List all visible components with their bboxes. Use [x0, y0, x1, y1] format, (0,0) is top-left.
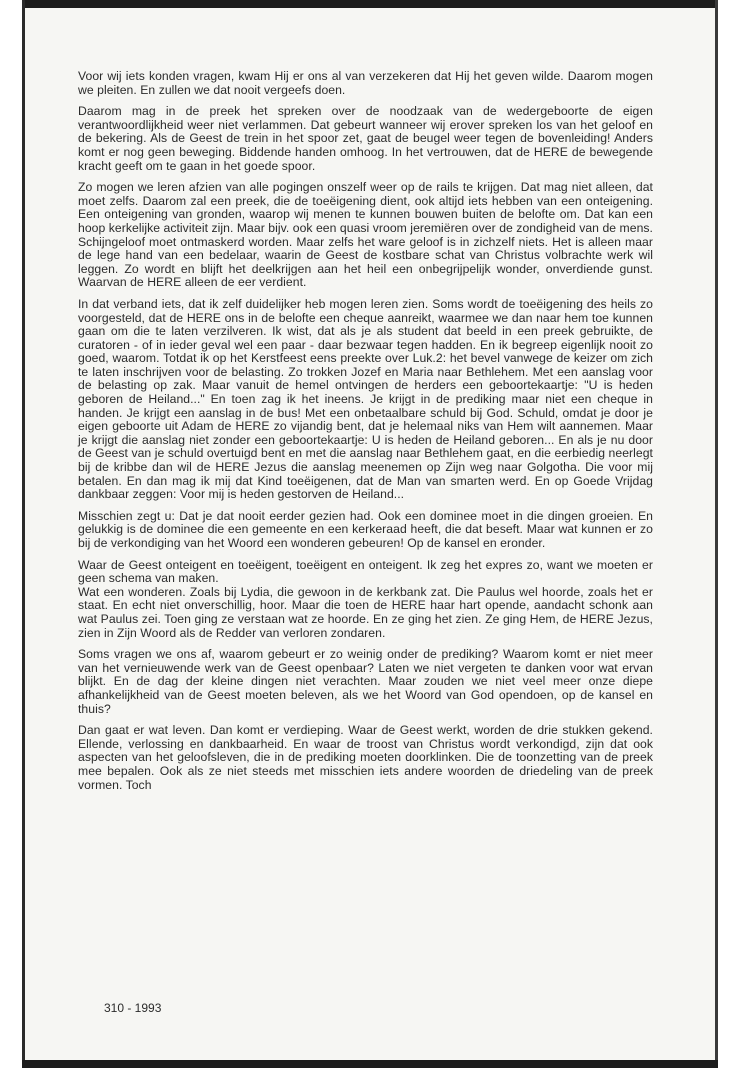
paragraph-4: In dat verband iets, dat ik zelf duidelijker heb mogen leren zien. Soms wordt de toeëigening des heils zo voorgesteld, dat de HERE ons in de belofte een cheque aanreikt, waarmee we dan naar hem toe kunnen gaan om die te laten verzilveren. Ik wist, dat als je als student dat beeld in een preek gebruikte, de curatoren - of in ieder geval wel een paar - daar bezwaar tegen hadden. En ik begreep eigenlijk nooit zo goed, waarom. Totdat ik op het Kerstfeest eens preekte over Luk.2: het bevel vanwege de keizer om zich te laten inschrijven voor de belasting. Zo trokken Jozef en Maria naar Bethlehem. Met een aanslag voor de belasting op zak. Maar vanuit de hemel ontvingen de herders een geboortekaartje: "U is heden geboren de Heiland..." En toen zag ik het ineens. Je krijgt in de prediking maar niet een cheque in handen. Je krijgt een aanslag in de bus! Met een onbetaalbare schuld bij God. Schuld, omdat je door je eigen geboorte uit Adam de HERE zo vijandig bent, dat je helemaal niks van Hem wilt aannemen. Maar je krijgt die aanslag niet zonder een geboortekaartje: U is heden de Heiland geboren... En als je nu door de Geest van je schuld overtuigd bent en met die aanslag naar Bethlehem gaat, en die eerbiedig neerlegt bij de kribbe dan wil de HERE Jezus die aanslag meenemen op Zijn weg naar Golgotha. Die voor mij betalen. En dan mag ik mij dat Kind toeëigenen, dat de Man van smarten werd. En op Goede Vrijdag dankbaar zeggen: Voor mij is heden gestorven de Heiland... — [78, 296, 653, 502]
paragraph-8: Soms vragen we ons af, waarom gebeurt er zo weinig onder de prediking? Waarom komt er niet meer van het vernieuwende werk van de Geest openbaar? Laten we niet vergeten te danken voor wat ervan blijkt. En de dag der kleine dingen niet verachten. Maar zouden we niet veel meer onze diepe afhankelijkheid van de Geest moeten beleven, als we het Woord van God opendoen, op de kansel en thuis? — [78, 647, 653, 716]
scan-border-bottom — [22, 1060, 718, 1068]
page-number: 310 - 1993 — [104, 1001, 162, 1015]
paragraph-7: Wat een wonderen. Zoals bij Lydia, die gewoon in de kerkbank zat. Die Paulus wel hoorde, zoals het er staat. En echt niet onverschillig, hoor. Maar die toen de HERE haar hart opende, aandacht schonk aan wat Paulus zei. Toen ging ze verstaan wat ze hoorde. En ze ging het zien. Ze ging Hem, de HERE Jezus, zien in Zijn Woord als de Redder van verloren zondaren. — [78, 584, 653, 640]
scan-border-right — [715, 0, 718, 1068]
paragraph-1: Voor wij iets konden vragen, kwam Hij er ons al van verzekeren dat Hij het geven wilde. Daarom mogen we pleiten. En zullen we dat nooit vergeefs doen. — [78, 69, 653, 97]
paragraph-6: Waar de Geest onteigent en toeëigent, toeëigent en onteigent. Ik zeg het expres zo, want we moeten er geen schema van maken. — [78, 557, 653, 586]
paragraph-5: Misschien zegt u: Dat je dat nooit eerder gezien had. Ook een dominee moet in die dingen groeien. En gelukkig is de dominee die een gemeente en een kerkeraad heeft, die dat beseft. Maar wat kunnen er zo bij de verkondiging van het Woord een wonderen gebeuren! Op de kansel en eronder. — [78, 508, 653, 550]
paragraph-2: Daarom mag in de preek het spreken over de noodzaak van de wedergeboorte de eigen verantwoordlijkheid weer niet verlammen. Dat gebeurt wanneer wij erover spreken los van het geloof en de bekering. Als de Geest de trein in het spoor zet, gaat de beugel weer tegen de bovenleiding! Anders komt er nog geen beweging. Biddende handen omhoog. In het vertrouwen, dat de HERE de bewegende kracht geeft om te gaan in het goede spoor. — [78, 104, 653, 173]
paragraph-9: Dan gaat er wat leven. Dan komt er verdieping. Waar de Geest werkt, worden de drie stukken gekend. Ellende, verlossing en dankbaarheid. En waar de troost van Christus wordt verkondigd, zijn dat ook aspecten van het geloofsleven, die in de prediking moeten doorklinken. Die de toonzetting van de preek mee bepalen. Ook als ze niet steeds met misschien iets andere woorden de driedeling van de preek vormen. Toch — [78, 723, 653, 792]
scan-border-top — [22, 0, 718, 8]
paragraph-3: Zo mogen we leren afzien van alle pogingen onszelf weer op de rails te krijgen. Dat mag niet alleen, dat moet zelfs. Daarom zal een preek, die de toeëigening dient, ook altijd iets hebben van een onteigening. Een onteigening van gronden, waarop wij menen te kunnen bouwen buiten de belofte om. Dat kan een hoop kerkelijke activiteit zijn. Maar bijv. ook een quasi vroom jeremiëren over de zondigheid van de mens. Schijngeloof moet ontmaskerd worden. Maar zelfs het ware geloof is in zichzelf niets. Het is alleen maar de lege hand van een bedelaar, waarin de Geest de kostbare schat van Christus volbrachte werk wil leggen. Zo wordt en blijft het deelkrijgen aan het heil een onbegrijpelijk wonder, onverdiende gunst. Waarvan de HERE alleen de eer verdient. — [78, 180, 653, 290]
body-text — [78, 70, 653, 800]
